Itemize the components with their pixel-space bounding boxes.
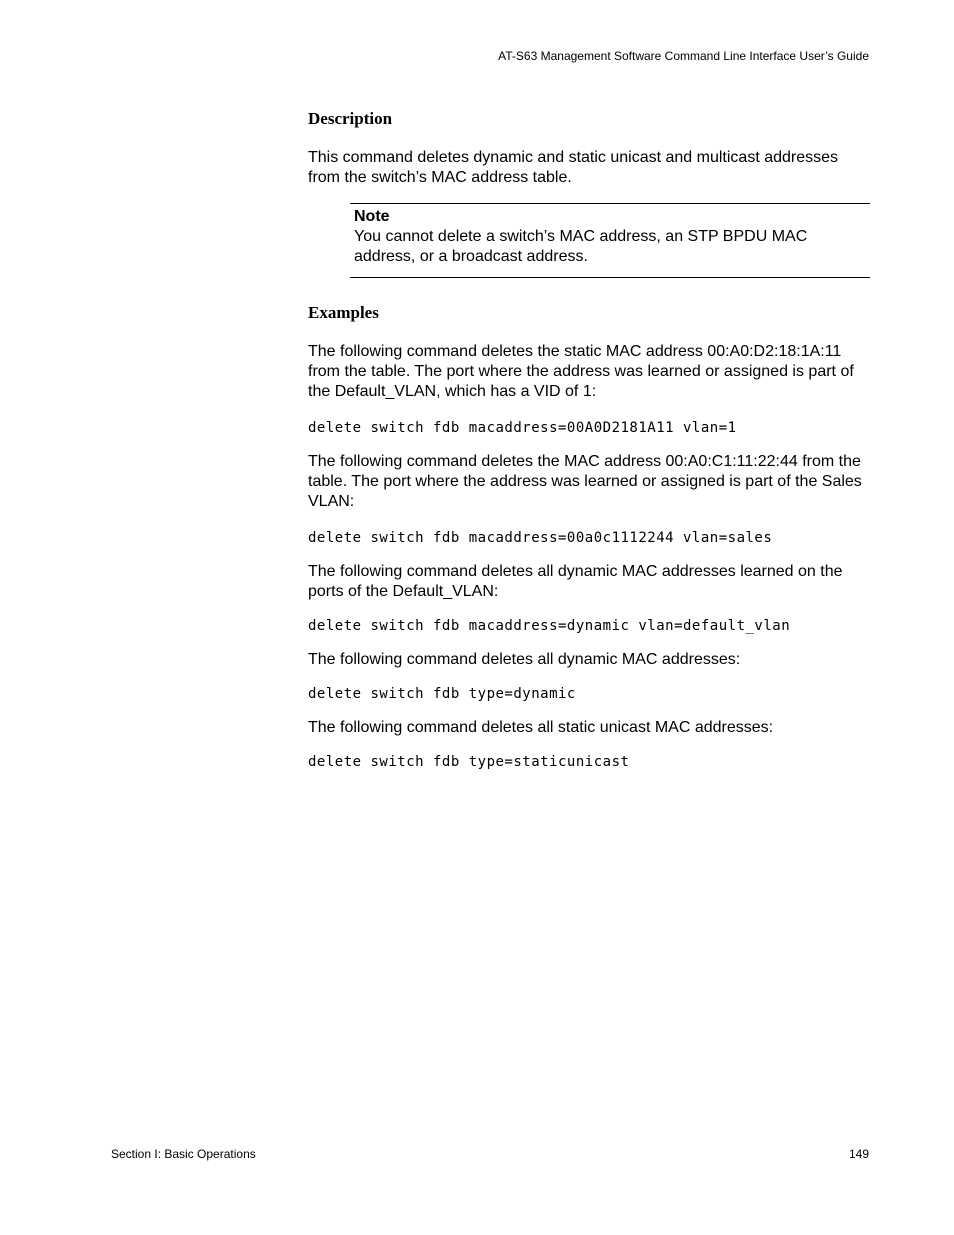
note-label: Note [354, 208, 390, 225]
example-1-text: The following command deletes the static MAC address 00:A0:D2:18:1A:11 from the table. The port where the address was learned or assigned is part of the Default_VLAN, which has a VID of 1: [308, 343, 854, 400]
example-3-text: The following command deletes all dynamic MAC addresses learned on the ports of the Default_VLAN: [308, 563, 843, 600]
example-5-text: The following command deletes all static unicast MAC addresses: [308, 719, 774, 736]
description-text: This command deletes dynamic and static unicast and multicast addresses from the switch’s MAC address table. [308, 149, 839, 186]
description-heading: Description [308, 109, 393, 128]
example-4-text: The following command deletes all dynamic MAC addresses: [308, 651, 741, 668]
example-3-code: delete switch fdb macaddress=dynamic vlan=default_vlan [308, 618, 791, 634]
example-2-text: The following command deletes the MAC address 00:A0:C1:11:22:44 from the table. The port where the address was learned or assigned is part of the Sales VLAN: [308, 453, 862, 510]
page-content [308, 108, 870, 771]
examples-heading: Examples [308, 303, 379, 322]
example-1-code: delete switch fdb macaddress=00A0D2181A11 vlan=1 [308, 420, 737, 436]
footer-page-number: 149 [848, 1147, 869, 1161]
footer-section: Section I: Basic Operations [111, 1147, 256, 1161]
note-text: You cannot delete a switch’s MAC address, an STP BPDU MAC address, or a broadcast address. [354, 228, 808, 265]
example-2-code: delete switch fdb macaddress=00a0c1112244 vlan=sales [308, 530, 773, 546]
note-box [350, 203, 870, 278]
example-4-code: delete switch fdb type=dynamic [308, 686, 576, 702]
example-5-code: delete switch fdb type=staticunicast [308, 754, 630, 770]
running-header: AT-S63 Management Software Command Line Interface User’s Guide [498, 49, 869, 63]
